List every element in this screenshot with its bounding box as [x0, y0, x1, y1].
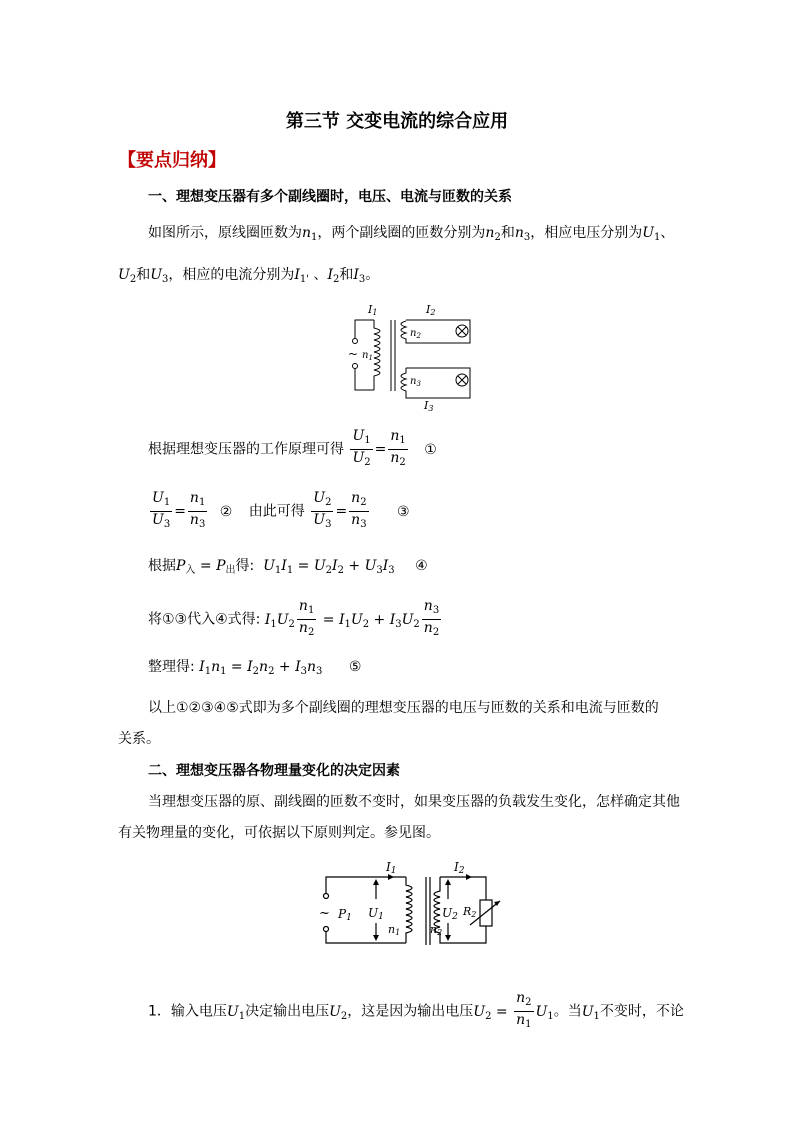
paragraph-3-line-1: 以上①②③④⑤式即为多个副线圈的理想变压器的电压与匝数的关系和电流与匝数的 — [148, 700, 659, 716]
equation-5-line: 将①③代入④式得: $I_1U_2$ $\frac{n_1}{n_2}$ = $I_1U_2 + I_3U_2$ $\frac{n_3}{n_2}$ — [148, 598, 440, 638]
fig1-I3-label: I3 — [424, 399, 434, 413]
paragraph-1-line-1: 如图所示，原线圈匝数为$n_1$，两个副线圈的匝数分别为$n_2$和$n_3$，相应电压分别为$U_1$、 — [148, 225, 675, 243]
paragraph-4-line-2: 有关物理量的变化，可依据以下原则判定。参见图。 — [118, 825, 440, 841]
transformer-diagram-2 — [318, 855, 502, 955]
section-tag: 【要点归纳】 — [118, 150, 226, 171]
fig2-U2-label: U2 — [442, 906, 458, 922]
fig2-ac-symbol: ~ — [319, 906, 330, 921]
paragraph-4-line-1: 当理想变压器的原、副线圈的匝数不变时，如果变压器的负载发生变化，怎样确定其他 — [148, 794, 680, 810]
fig1-n1-label: $n_1$ — [362, 350, 373, 362]
fig2-R2-label: R2 — [463, 905, 477, 919]
equation-4-line: 根据$P_入 = P_出$得: $U_1I_1 = U_2I_2 + U_3I_3$ ④ — [148, 558, 428, 576]
fig2-I2-label: I2 — [454, 860, 465, 876]
fig2-n1-label: n1 — [388, 923, 401, 937]
fig2-n2-label: n2 — [430, 923, 443, 937]
heading-1: 一、理想变压器有多个副线圈时，电压、电流与匝数的关系 — [148, 189, 512, 205]
equation-2-line: $\frac{U_1}{U_3}$ = $\frac{n_1}{n_3}$ ② 由此可得 $\frac{U_2}{U_3}$ = $\frac{n_2}{n_3}$ ③ — [152, 490, 410, 530]
equation-6-line: 整理得: $I_1n_1 = I_2n_2 + I_3n_3$ ⑤ — [148, 659, 362, 677]
equation-1-line: 根据理想变压器的工作原理可得 $\frac{U_1}{U_2}$ = $\frac{n_1}{n_2}$ ① — [148, 428, 437, 468]
fig1-n2-label: $n_2$ — [410, 328, 421, 340]
fig1-ac-symbol: ~ — [348, 347, 359, 361]
fig2-I1-label: I1 — [386, 860, 397, 876]
fig1-I1-label: I1 — [368, 303, 378, 317]
fig2-U1-label: U1 — [368, 906, 384, 922]
fig1-n3-label: $n_3$ — [410, 376, 421, 388]
fig1-I2-label: I2 — [426, 303, 436, 317]
paragraph-1-line-2: $U_2$和$U_3$，相应的电流分别为$I_{1'}$ 、$I_2$和$I_3$。 — [118, 267, 380, 285]
paragraph-5-line-1: 1．输入电压$U_1$决定输出电压$U_2$，这是因为输出电压$U_2$ = $\frac{n_2}{n_1}$ $U_1$。当$U_1$不变时，不论 — [148, 990, 684, 1030]
page-title: 第三节 交变电流的综合应用 — [285, 111, 509, 132]
paragraph-3-line-2: 关系。 — [118, 731, 160, 747]
fig2-P1-label: P1 — [338, 907, 352, 923]
transformer-diagram-1 — [340, 298, 490, 413]
heading-2: 二、理想变压器各物理量变化的决定因素 — [148, 763, 400, 779]
